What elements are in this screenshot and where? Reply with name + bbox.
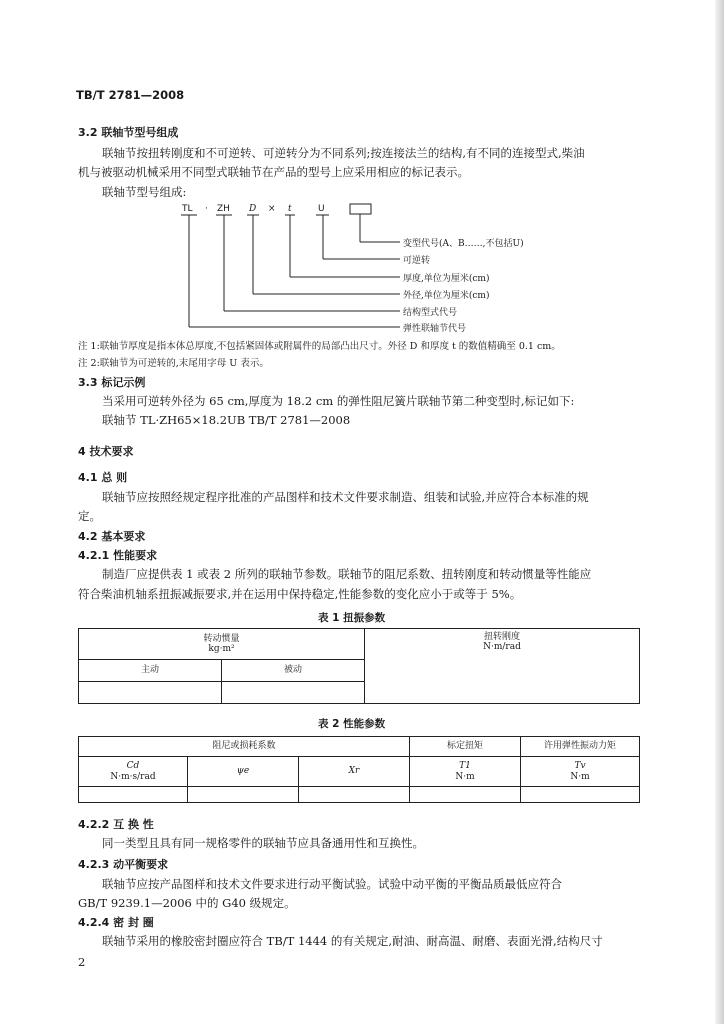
label-reversible: 可逆转 — [403, 256, 431, 266]
stiffness-label: 扭转刚度 — [483, 632, 520, 642]
section-4-2-2-paragraph: 同一类型且具有同一规格零件的联轴节应具备通用性和互换性。 — [102, 836, 424, 850]
label-outer-diameter: 外径,单位为厘米(cm) — [403, 291, 490, 301]
tv-symbol: Tv — [574, 761, 586, 772]
section-4-2-2-heading: 4.2.2 互 换 性 — [78, 818, 154, 831]
section-3-2-heading: 3.2 联轴节型号组成 — [78, 126, 179, 139]
cd-cell — [79, 757, 188, 787]
label-variant-code: 变型代号(A、B……,不包括U) — [403, 239, 524, 249]
empty-cell — [299, 787, 410, 803]
section-4-2-4-heading: 4.2.4 密 封 圈 — [78, 916, 154, 929]
label-structure-code: 结构型式代号 — [403, 308, 458, 318]
section-3-2-paragraph-1: 联轴节按扭转刚度和不可逆转、可逆转分为不同系列;按连接法兰的结构,有不同的连接型式,柴油 — [102, 146, 585, 160]
code-zh: ZH — [217, 204, 230, 214]
xr-cell: Xr — [299, 757, 410, 787]
note-2: 注 2:联轴节为可逆转的,末尾用字母 U 表示。 — [78, 358, 269, 369]
cd-symbol: Cd — [126, 761, 140, 772]
section-4-2-3-heading: 4.2.3 动平衡要求 — [78, 858, 169, 871]
code-t: t — [288, 204, 292, 214]
empty-cell — [79, 787, 188, 803]
variant-box — [350, 204, 371, 214]
section-3-3-paragraph-1: 当采用可逆转外径为 65 cm,厚度为 18.2 cm 的弹性阻尼簧片联轴节第二种变型时,标记如下: — [102, 394, 575, 408]
section-3-3-heading: 3.3 标记示例 — [78, 376, 146, 389]
table-2 — [78, 736, 640, 803]
t1-unit: N·m — [455, 771, 475, 782]
rated-torque-header: 标定扭矩 — [410, 737, 521, 757]
empty-cell — [410, 787, 521, 803]
section-4-1-heading: 4.1 总 则 — [78, 471, 128, 484]
section-4-2-1-paragraph-cont: 符合柴油机轴系扭振减振要求,并在运用中保持稳定,性能参数的变化应小于或等于 5%。 — [78, 587, 522, 601]
driven-value-cell — [222, 682, 365, 704]
marking-example: 联轴节 TL·ZH65×18.2UB TB/T 2781—2008 — [102, 413, 351, 427]
section-4-1-paragraph: 联轴节应按照经规定程序批准的产品图样和技术文件要求制造、组装和试验,并应符合本标准的规 — [102, 490, 589, 504]
psi-cell: ψe — [188, 757, 299, 787]
label-thickness: 厚度,单位为厘米(cm) — [403, 274, 490, 284]
section-4-2-3-paragraph-cont: GB/T 9239.1—2006 中的 G40 级规定。 — [78, 896, 296, 910]
code-times: × — [268, 204, 276, 214]
table-1 — [78, 628, 640, 704]
section-4-1-paragraph-cont: 定。 — [78, 509, 101, 523]
stiffness-header — [365, 629, 640, 704]
section-3-2-paragraph-1-cont: 机与被驱动机械采用不同型式联轴节在产品的型号上应采用相应的标记表示。 — [78, 165, 469, 179]
vibration-torque-header: 许用弹性振动力矩 — [521, 737, 640, 757]
empty-cell — [521, 787, 640, 803]
diagram-leader-lines — [0, 0, 724, 340]
section-3-2-paragraph-2: 联轴节型号组成: — [102, 185, 187, 199]
table-2-caption: 表 2 性能参数 — [318, 718, 386, 730]
section-4-2-1-paragraph: 制造厂应提供表 1 或表 2 所列的联轴节参数。联轴节的阻尼系数、扭转刚度和转动惯量等性能应 — [102, 567, 592, 581]
driving-value-cell — [79, 682, 222, 704]
inertia-unit: kg·m² — [208, 644, 235, 654]
tv-unit: N·m — [570, 771, 590, 782]
inertia-header — [79, 629, 365, 660]
inertia-label: 转动惯量 — [203, 633, 240, 644]
page-number: 2 — [78, 955, 86, 969]
note-1: 注 1:联轴节厚度是指本体总厚度,不包括紧固体或附属件的局部凸出尺寸。外径 D 和厚度 t 的数值精确至 0.1 cm。 — [78, 341, 561, 352]
tv-cell — [521, 757, 640, 787]
driven-header: 被动 — [222, 660, 365, 682]
t1-symbol: T1 — [459, 761, 471, 772]
code-dot: · — [205, 204, 208, 214]
model-code-diagram — [0, 0, 724, 340]
driving-header: 主动 — [79, 660, 222, 682]
section-4-2-heading: 4.2 基本要求 — [78, 530, 146, 543]
empty-cell — [188, 787, 299, 803]
stiffness-unit: N·m/rad — [483, 642, 521, 653]
code-d: D — [249, 204, 257, 214]
section-4-2-3-paragraph: 联轴节应按产品图样和技术文件要求进行动平衡试验。试验中动平衡的平衡品质最低应符合 — [102, 877, 562, 891]
damping-header: 阻尼或损耗系数 — [79, 737, 410, 757]
table-1-caption: 表 1 扭振参数 — [318, 612, 386, 624]
cd-unit: N·m·s/rad — [110, 771, 156, 782]
section-4-heading: 4 技术要求 — [78, 445, 134, 458]
code-u: U — [318, 204, 325, 214]
section-4-2-4-paragraph: 联轴节采用的橡胶密封圈应符合 TB/T 1444 的有关规定,耐油、耐高温、耐磨、表面光滑,结构尺寸 — [102, 934, 603, 948]
standard-number: TB/T 2781—2008 — [76, 88, 185, 102]
t1-cell — [410, 757, 521, 787]
label-elastic-coupling-code: 弹性联轴节代号 — [403, 324, 467, 334]
code-tl: TL — [182, 204, 193, 214]
section-4-2-1-heading: 4.2.1 性能要求 — [78, 549, 158, 562]
